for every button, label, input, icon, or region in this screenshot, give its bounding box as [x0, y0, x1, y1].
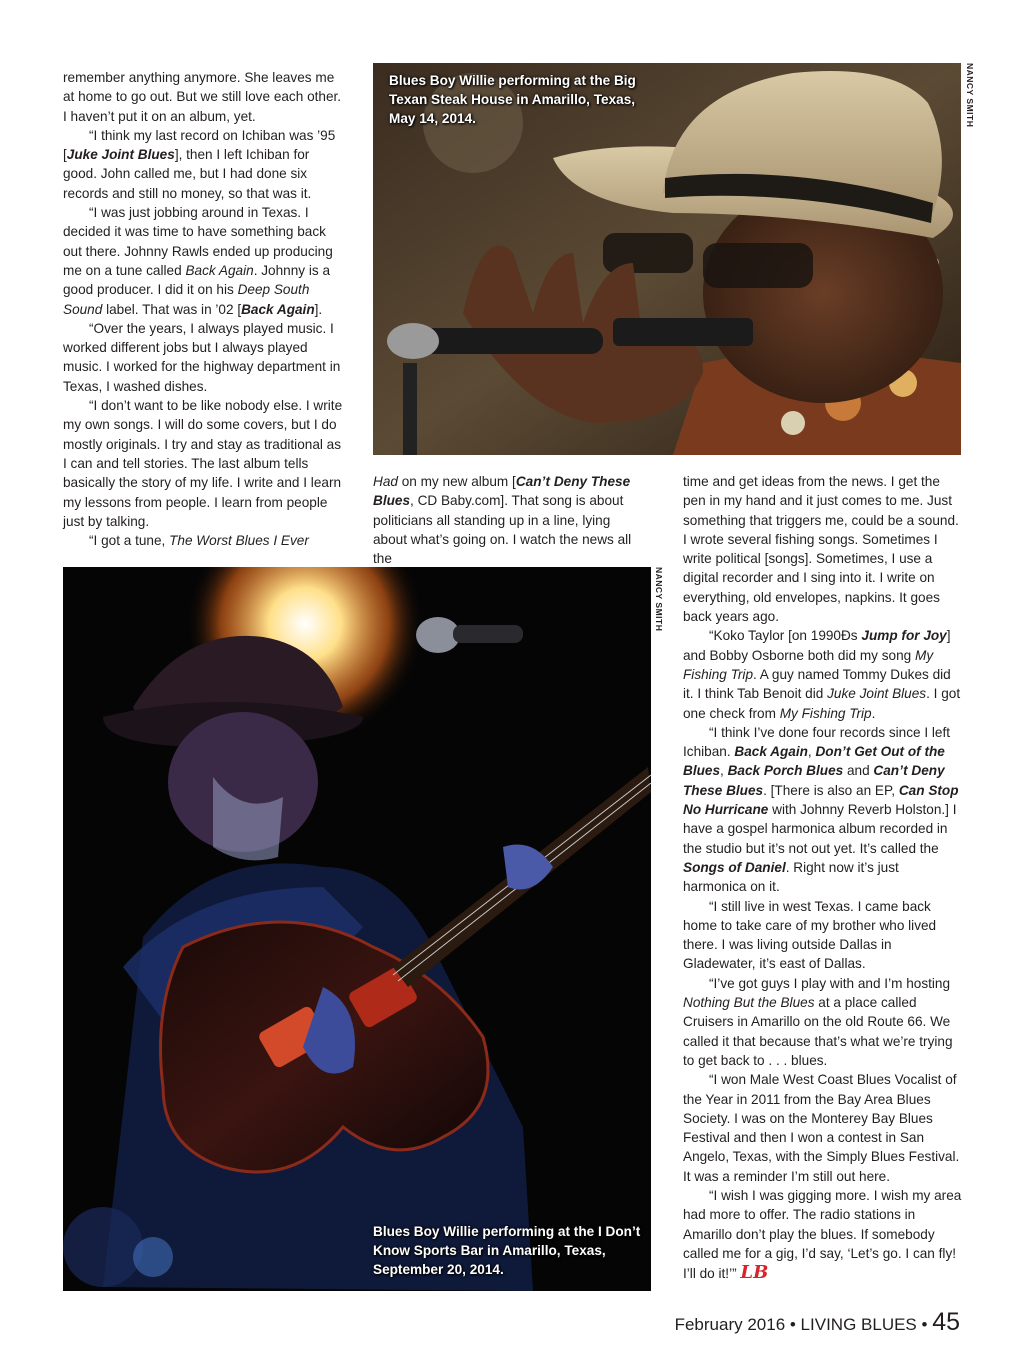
photo-credit: NANCY SMITH [654, 567, 664, 632]
paragraph: “I still live in west Texas. I came back home to take care of my brother who lived there. I was living outside Dallas in Gladewater, it’s east of Dallas. [683, 898, 937, 972]
article-column-1 [63, 68, 343, 550]
paragraph: Had on my new album [Can’t Deny These Blues, CD Baby.com]. That song is about politicians all standing up in a line, lying about what’s going on. I watch the news all the [373, 474, 632, 567]
paragraph: remember anything anymore. She leaves me at home to go out. But we still love each other. I haven’t put it on an album, yet. [63, 70, 342, 124]
paragraph: “I think I’ve done four records since I left Ichiban. Back Again, Don’t Get Out of the Blues, Back Porch Blues and Can’t Deny These Blues. [There is also an EP, Can Stop No Hurricane with Johnny Reverb Holston.] I have a gospel harmonica album recorded in the studio but it’s not out yet. It’s called the Songs of Daniel. Right now it’s just harmonica on it. [683, 724, 959, 895]
paragraph: “I don’t want to be like nobody else. I write my own songs. I will do some covers, but I do mostly originals. I try and stay as traditional as I can and tell stories. The last album tells basically the story of my life. I write and I learn my lessons from people. I learn from people just by talking. [63, 398, 343, 529]
paragraph: “I wish I was gigging more. I wish my area had more to offer. The radio stations in Amarillo don’t play the blues. If somebody called me for a gig, I’d say, ‘Let’s go. I can fly! I’ll do it!’” LB [683, 1187, 962, 1284]
end-mark-logo: LB [740, 1262, 769, 1284]
paragraph: “I was just jobbing around in Texas. I decided it was time to have something back out there. Johnny Rawls ended up producing me on a tune called Back Again. Johnny is a good producer. I did it on his Deep South Sound label. That was in ’02 [Back Again]. [63, 205, 333, 317]
paragraph: time and get ideas from the news. I get the pen in my hand and it just comes to me. Just something that triggers me, could be a sound. I wrote several fishing songs. Sometimes I write political [songs]. Sometimes, I use a digital recorder and I sing into it. I write on everything, old envelopes, napkins. It goes back years ago. [683, 474, 959, 625]
article-column-2 [373, 472, 639, 568]
paragraph: “Over the years, I always played music. I worked different jobs but I always played music. I worked for the highway department in Texas, I washed dishes. [63, 320, 341, 394]
paragraph: “I’ve got guys I play with and I’m hosting Nothing But the Blues at a place called Cruisers in Amarillo on the old Route 66. We called it that because that’s what we’re trying to get back to . . . blues. [683, 975, 953, 1068]
paragraph: “I won Male West Coast Blues Vocalist of the Year in 2011 from the Bay Area Blues Society. I was on the Monterey Bay Blues Festival and then I won a contest in San Angelo, Texas, with the Simply Blues Festival. It was a reminder I’m still out here. [683, 1072, 960, 1184]
photo-guitar-image [63, 567, 651, 1291]
photo-guitar [63, 567, 651, 1291]
photo-credit: NANCY SMITH [965, 63, 975, 128]
photo-caption: Blues Boy Willie performing at the Big Texan Steak House in Amarillo, Texas, May 14, 2014. [389, 73, 636, 126]
paragraph: “I got a tune, The Worst Blues I Ever [89, 533, 309, 549]
paragraph: “I think my last record on Ichiban was ’95 [Juke Joint Blues], then I left Ichiban for good. John called me, but I had done six records and still no money, so that was it. [63, 127, 336, 201]
issue-label: February 2016 • LIVING BLUES • [674, 1315, 928, 1334]
page-number: 45 [932, 1308, 960, 1336]
photo-caption: Blues Boy Willie performing at the I Don’t Know Sports Bar in Amarillo, Texas, September 20, 2014. [373, 1224, 641, 1277]
article-column-3 [683, 472, 963, 1283]
paragraph: “Koko Taylor [on 1990Ðs Jump for Joy] and Bobby Osborne both did my song My Fishing Trip. A guy named Tommy Dukes did it. I think Tab Benoit did Juke Joint Blues. I got one check from My Fishing Trip. [683, 628, 961, 721]
photo-harmonica [373, 63, 961, 455]
page-folio [675, 1308, 960, 1337]
